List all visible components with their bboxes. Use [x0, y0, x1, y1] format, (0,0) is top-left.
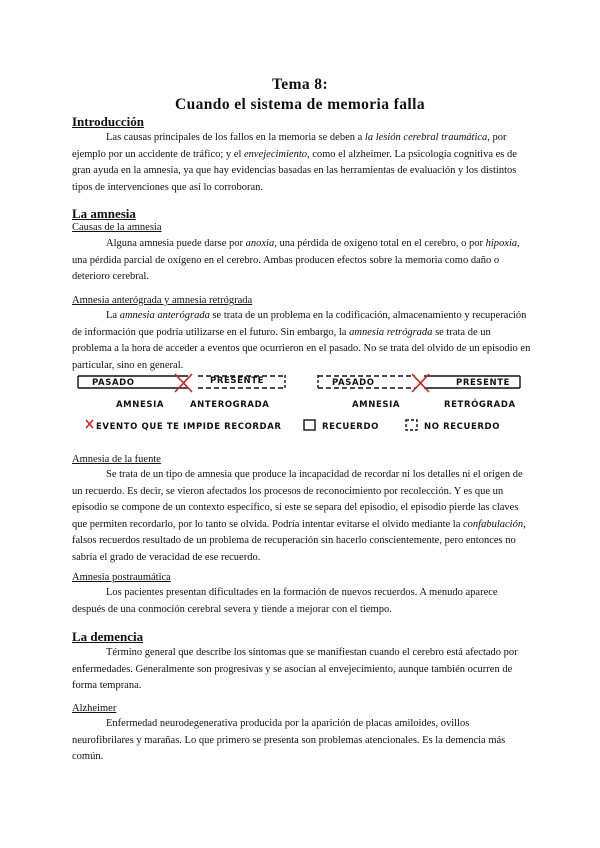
text: se trata de un problema a la hora de acceder a eventos que ocurrieron en el pasado. No se trata del olvido de un episodio en particular, sino en general. — [72, 326, 531, 371]
text: Las causas principales de los fallos en la memoria se deben a — [106, 132, 365, 143]
text: , una pérdida parcial de oxígeno en el cerebro. Ambas producen efectos sobre la memoria como daño o deterioro cerebral. — [72, 238, 520, 282]
diagram-legend — [86, 420, 500, 432]
text: , como el alzheimer. La psicología cognitiva es de gran ayuda en la amnesia, ya que hay evidencias basadas en las herramientas de evaluación y los distintos tipos de intervenciones que así lo corroboran. — [72, 148, 517, 193]
amnesia-label: AMNESIA — [116, 400, 165, 410]
legend-memory-label: RECUERDO — [322, 422, 379, 432]
emphasis: anoxia — [245, 238, 275, 249]
emphasis: amnesia anterógrada — [119, 310, 210, 321]
text: , por ejemplo por un accidente de tráfico; y el — [72, 132, 507, 160]
emphasis: envejecimiento — [244, 148, 307, 160]
heading-introduction: Introducción — [72, 114, 144, 129]
legend-dashed-box-icon — [406, 420, 417, 430]
subheading-posttraumatic: Amnesia postraumática — [72, 572, 171, 583]
retrograde-label: RETRÓGRADA — [444, 400, 516, 410]
subheading-alzheimer: Alzheimer — [72, 703, 117, 714]
heading-dementia: La demencia — [72, 629, 144, 644]
paragraph-dementia — [72, 645, 532, 695]
heading-amnesia: La amnesia — [72, 206, 136, 221]
text: Enfermedad neurodegenerativa producida por la aparición de placas amiloides, ovillos neurofibrilares y marañas. Lo que primero se presenta son problemas atencionales. Es la demencia más común. — [72, 718, 506, 762]
title-line-2: Cuando el sistema de memoria falla — [175, 96, 425, 113]
paragraph-source-amnesia — [72, 467, 532, 566]
text: Los pacientes presentan dificultades en la formación de nuevos recuerdos. A menudo aparece después de una conmoción cerebral severa y tiende a mejorar con el tiempo. — [72, 587, 498, 615]
text: La — [106, 310, 120, 321]
present-label: PRESENTE — [210, 376, 265, 386]
legend-event-label: EVENTO QUE TE IMPIDE RECORDAR — [96, 422, 282, 432]
legend-no-memory-label: NO RECUERDO — [424, 422, 501, 432]
paragraph-introduction — [72, 130, 532, 196]
emphasis: la lesión cerebral traumática — [364, 132, 488, 143]
paragraph-posttraumatic — [72, 585, 532, 618]
paragraph-antero-retro — [72, 308, 532, 374]
subheading-causes: Causas de la amnesia — [72, 222, 162, 233]
text: , falsos recuerdos resultado de un problema de recuperación sin hacerlo conscientemente, pero entonces no sabría el grado de veracidad de ese recuerdo. — [72, 518, 526, 563]
past-label: PASADO — [332, 378, 375, 388]
amnesia-label: AMNESIA — [352, 400, 401, 410]
paragraph-causes — [72, 236, 532, 286]
present-label: PRESENTE — [456, 378, 511, 388]
emphasis: hipoxia — [485, 238, 518, 249]
text: Término general que describe los síntomas que se manifiestan cuando el cerebro está afectado por enfermedades. Generalmente son progresivas y se asocian al envejecimiento, aunque también ocurren de forma temprana. — [72, 647, 518, 691]
title-line-1: Tema 8: — [271, 76, 329, 93]
amnesia-diagram — [60, 368, 530, 450]
text: se trata de un problema en la codificación, almacenamiento y recuperación de información que podría utilizarse en el futuro. Sin embargo, la — [72, 310, 527, 338]
text: Alguna amnesia puede darse por — [106, 238, 246, 249]
anterograde-label: ANTEROGRADA — [190, 400, 270, 410]
subheading-source-amnesia: Amnesia de la fuente — [72, 454, 161, 465]
emphasis: confabulación — [463, 518, 524, 530]
paragraph-alzheimer — [72, 716, 532, 766]
emphasis: amnesia retrógrada — [349, 326, 433, 338]
text: , una pérdida de oxígeno total en el cerebro, o por — [274, 238, 486, 249]
diagram-retrograde — [318, 374, 520, 410]
subheading-antero-retro: Amnesia anterógrada y amnesia retrógrada — [72, 295, 253, 306]
diagram-anterograde — [78, 374, 285, 410]
text: Se trata de un tipo de amnesia que produce la incapacidad de recordar ni los detalles ni el origen de un recuerdo. Es decir, se vieron afectados los procesos de reconocimiento por recolección. Y es que un episodio se compone de un contexto específico, si este se separa del episodio, el episodio pierde las claves que permiten recordarlo, por lo tanto se olvida. Podría intentar evitarse el olvido mediante la — [72, 469, 523, 530]
past-label: PASADO — [92, 378, 135, 388]
legend-solid-box-icon — [304, 420, 315, 430]
